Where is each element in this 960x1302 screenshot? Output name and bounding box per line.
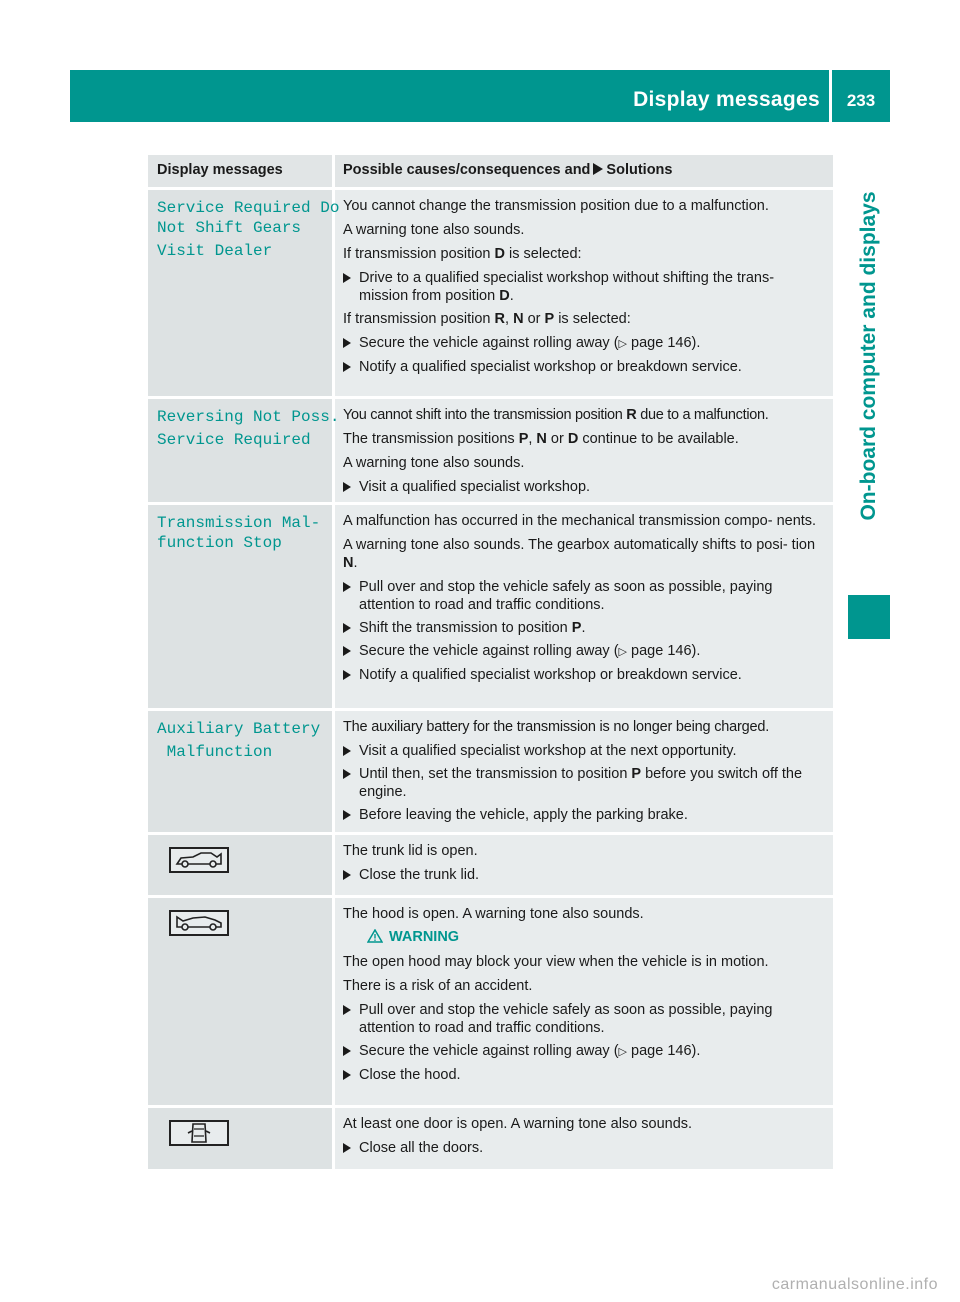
col-header-messages: Display messages — [148, 155, 335, 187]
arrow-right-icon — [593, 163, 603, 175]
table-row — [148, 898, 833, 1108]
table-row — [148, 1108, 833, 1169]
display-message — [148, 898, 335, 1105]
arrow-right-icon — [343, 870, 351, 880]
arrow-right-icon — [343, 582, 351, 592]
table-row — [148, 190, 833, 399]
arrow-right-icon — [343, 769, 351, 779]
list-item: Secure the vehicle against rolling away (▷ page 146). — [343, 334, 827, 353]
display-message: Auxiliary Battery Malfunction — [148, 711, 335, 832]
solution-cell: A malfunction has occurred in the mechanical transmission compo- nents. A warning tone also sounds. The gearbox automatically shifts to posi- tion N. Pull over and stop the vehicle safely as soon as possible, paying attention to road and traffic conditions. Shift the transmission to position P. Secure the vehicle against rolling away (▷ page 146). Notify a qualified specialist workshop or breakdown service. — [335, 505, 833, 708]
display-message: Transmission Mal‐ function Stop — [148, 505, 335, 708]
display-message: Service Required Do Not Shift Gears Visit Dealer — [148, 190, 335, 396]
list-item: Until then, set the transmission to position P before you switch off the engine. — [343, 765, 827, 801]
table-header-row — [148, 155, 833, 190]
solution-cell: The hood is open. A warning tone also sounds. WARNING The open hood may block your view when the vehicle is in motion. There is a risk of an accident. Pull over and stop the vehicle safely as soon as possible, paying attention to road and traffic conditions. Secure the vehicle against rolling away (▷ page 146). Close the hood. — [335, 898, 833, 1105]
arrow-right-icon — [343, 1005, 351, 1015]
solution-cell: The trunk lid is open. Close the trunk lid. — [335, 835, 833, 895]
warning-icon — [367, 929, 383, 943]
list-item: Visit a qualified specialist workshop at the next opportunity. — [343, 742, 827, 760]
table-row — [148, 399, 833, 505]
arrow-right-icon — [343, 338, 351, 348]
list-item: Notify a qualified specialist workshop or breakdown service. — [343, 358, 827, 376]
display-messages-table — [148, 155, 833, 1169]
solution-cell: You cannot change the transmission position due to a malfunction. A warning tone also sounds. If transmission position D is selected: Drive to a qualified specialist workshop without shifting the trans- mission from position D. If transmission position R, N or P is selected: Secure the vehicle against rolling away (▷ page 146). Notify a qualified specialist workshop or breakdown service. — [335, 190, 833, 396]
list-item: Before leaving the vehicle, apply the parking brake. — [343, 806, 827, 824]
display-message — [148, 1108, 335, 1169]
list-item: Close the hood. — [343, 1066, 827, 1084]
display-message: Reversing Not Poss. Service Required — [148, 399, 335, 502]
list-item: Notify a qualified specialist workshop or breakdown service. — [343, 666, 827, 684]
side-tab-marker — [848, 595, 890, 639]
arrow-right-icon — [343, 1070, 351, 1080]
arrow-right-icon — [343, 362, 351, 372]
col-header-solutions: Possible causes/consequences and Solutions — [335, 155, 833, 187]
display-message — [148, 835, 335, 895]
list-item: Shift the transmission to position P. — [343, 619, 827, 637]
list-item: Secure the vehicle against rolling away (▷ page 146). — [343, 1042, 827, 1061]
arrow-right-icon — [343, 646, 351, 656]
list-item: Secure the vehicle against rolling away (▷ page 146). — [343, 642, 827, 661]
arrow-right-icon — [343, 482, 351, 492]
arrow-right-icon — [343, 273, 351, 283]
table-row — [148, 505, 833, 711]
list-item: Close all the doors. — [343, 1139, 827, 1157]
table-row — [148, 711, 833, 835]
page-ref-icon: ▷ — [618, 338, 627, 350]
solution-cell: You cannot shift into the transmission position R due to a malfunction. The transmission positions P, N or D continue to be available. A warning tone also sounds. Visit a qualified specialist workshop. — [335, 399, 833, 502]
page-number: 233 — [846, 91, 876, 110]
page-header — [70, 70, 890, 122]
header-title: Display messages — [633, 88, 820, 111]
solution-cell: At least one door is open. A warning tone also sounds. Close all the doors. — [335, 1108, 833, 1169]
page-ref-icon: ▷ — [618, 646, 627, 658]
trunk-open-icon — [169, 847, 229, 873]
arrow-right-icon — [343, 1046, 351, 1056]
arrow-right-icon — [343, 746, 351, 756]
arrow-right-icon — [343, 670, 351, 680]
list-item: Close the trunk lid. — [343, 866, 827, 884]
arrow-right-icon — [343, 1143, 351, 1153]
door-open-icon — [169, 1120, 229, 1146]
page-ref-icon: ▷ — [618, 1046, 627, 1058]
watermark: carmanualsonline.info — [771, 1276, 938, 1293]
warning-heading: WARNING — [367, 929, 827, 945]
solution-cell: The auxiliary battery for the transmission is no longer being charged. Visit a qualified specialist workshop at the next opportunity. Until then, set the transmission to position P before you switch off the engine. Before leaving the vehicle, apply the parking brake. — [335, 711, 833, 832]
list-item: Drive to a qualified specialist workshop without shifting the trans- mission from position D. — [343, 269, 827, 305]
side-tab — [848, 130, 890, 582]
arrow-right-icon — [343, 623, 351, 633]
list-item: Pull over and stop the vehicle safely as soon as possible, paying attention to road and traffic conditions. — [343, 578, 827, 614]
hood-open-icon — [169, 910, 229, 936]
list-item: Visit a qualified specialist workshop. — [343, 478, 827, 496]
arrow-right-icon — [343, 810, 351, 820]
side-tab-label: On-board computer and displays — [857, 191, 880, 521]
list-item: Pull over and stop the vehicle safely as soon as possible, paying attention to road and traffic conditions. — [343, 1001, 827, 1037]
table-row — [148, 835, 833, 898]
